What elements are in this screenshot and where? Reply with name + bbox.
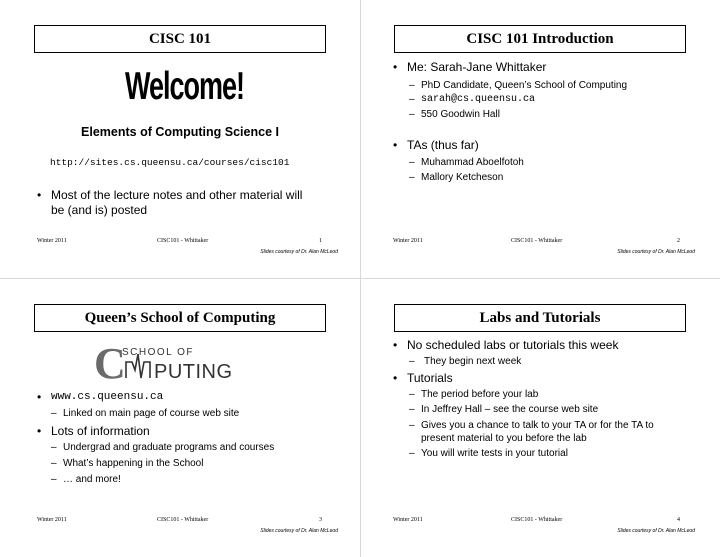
slide-4 <box>360 279 720 557</box>
dash-icon: – <box>51 442 57 453</box>
page-number: 2 <box>677 238 680 244</box>
slide-credit: Slides courtesy of Dr. Alan McLeod <box>260 249 338 255</box>
sub-text: Gives you a chance to talk to your TA or for the TA to <box>421 420 654 431</box>
slide-credit: Slides courtesy of Dr. Alan McLeod <box>260 528 338 534</box>
dash-icon: – <box>409 109 415 120</box>
bullet-text: TAs (thus far) <box>407 138 479 152</box>
footer-term: Winter 2011 <box>393 238 423 244</box>
bullet-text: No scheduled labs or tutorials this week <box>407 338 619 352</box>
slide-title: Labs and Tutorials <box>394 304 686 332</box>
dash-icon: – <box>409 80 415 91</box>
bullet-icon: • <box>393 138 398 152</box>
dash-icon: – <box>409 94 415 105</box>
footer-course: CISC101 - Whittaker <box>157 238 209 244</box>
bullet-text: Me: Sarah-Jane Whittaker <box>407 60 547 74</box>
slide-title: Queen’s School of Computing <box>34 304 326 332</box>
bullet-icon: • <box>37 424 42 438</box>
sub-text: What’s happening in the School <box>63 458 204 469</box>
sub-text: In Jeffrey Hall – see the course web site <box>421 404 599 415</box>
dash-icon: – <box>409 404 415 415</box>
logo-c-letter: C <box>94 340 126 382</box>
sub-text: Mallory Ketcheson <box>421 172 504 183</box>
sub-text: PhD Candidate, Queen’s School of Computing <box>421 80 628 91</box>
footer-term: Winter 2011 <box>393 517 423 523</box>
dash-icon: – <box>409 389 415 400</box>
bullet-icon: • <box>393 338 398 352</box>
dash-icon: – <box>409 420 415 431</box>
slide-credit: Slides courtesy of Dr. Alan McLeod <box>617 249 695 255</box>
email-text: sarah@cs.queensu.ca <box>421 94 536 105</box>
bullet-text: Tutorials <box>407 371 453 385</box>
bullet-icon: • <box>393 371 398 385</box>
slide-title: CISC 101 Introduction <box>394 25 686 53</box>
slide-2 <box>360 0 720 278</box>
page-number: 1 <box>319 238 322 244</box>
welcome-heading: Welcome! <box>125 64 245 108</box>
dash-icon: – <box>409 448 415 459</box>
sub-text: 550 Goodwin Hall <box>421 109 500 120</box>
dash-icon: – <box>51 458 57 469</box>
dash-icon: – <box>51 474 57 485</box>
dash-icon: – <box>409 157 415 168</box>
slide-3 <box>0 279 360 557</box>
dash-icon: – <box>51 408 57 419</box>
website-link[interactable]: www.cs.queensu.ca <box>51 391 164 403</box>
footer-course: CISC101 - Whittaker <box>511 517 563 523</box>
footer-course: CISC101 - Whittaker <box>157 517 209 523</box>
course-subtitle: Elements of Computing Science I <box>81 125 279 139</box>
school-of-computing-logo <box>92 340 270 382</box>
footer-term: Winter 2011 <box>37 238 67 244</box>
footer-course: CISC101 - Whittaker <box>511 238 563 244</box>
bullet-icon: • <box>37 188 42 202</box>
sub-text: You will write tests in your tutorial <box>421 448 568 459</box>
dash-icon: – <box>409 356 415 367</box>
sub-text: present material to you before the lab <box>421 433 587 444</box>
sub-text: Linked on main page of course web site <box>63 408 240 419</box>
bullet-text: Lots of information <box>51 424 150 438</box>
sub-text: Undergrad and graduate programs and courses <box>63 442 275 453</box>
sub-text: … and more! <box>63 474 121 485</box>
course-url: http://sites.cs.queensu.ca/courses/cisc101 <box>50 157 290 168</box>
bullet-icon: • <box>393 60 398 74</box>
slide-title: CISC 101 <box>34 25 326 53</box>
sub-text: They begin next week <box>424 356 522 367</box>
bullet-text: be (and is) posted <box>51 203 148 217</box>
page-number: 4 <box>677 517 680 523</box>
footer-term: Winter 2011 <box>37 517 67 523</box>
logo-top-text: SCHOOL OF <box>122 347 195 358</box>
sub-text: The period before your lab <box>421 389 539 400</box>
slide-credit: Slides courtesy of Dr. Alan McLeod <box>617 528 695 534</box>
page-number: 3 <box>319 517 322 523</box>
slide-1 <box>0 0 360 278</box>
bullet-icon: • <box>37 390 42 404</box>
logo-rest-text: PUTING <box>154 361 233 382</box>
dash-icon: – <box>409 172 415 183</box>
sub-text: Muhammad Aboelfotoh <box>421 157 524 168</box>
bullet-text: Most of the lecture notes and other material will <box>51 188 303 202</box>
